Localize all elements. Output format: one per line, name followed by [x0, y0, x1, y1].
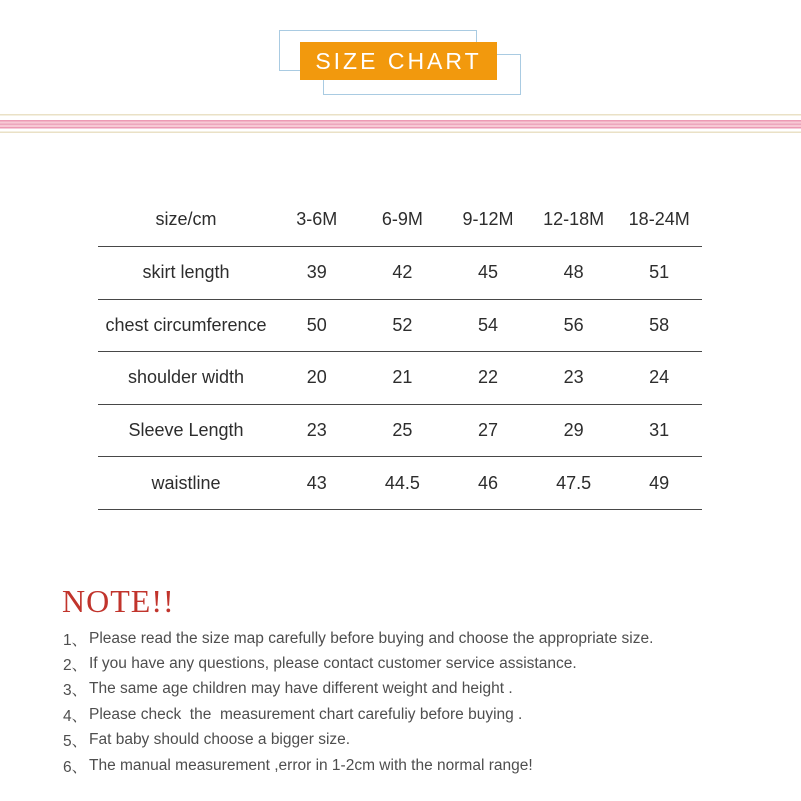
note-text: The manual measurement ,error in 1-2cm with the normal range! [89, 756, 533, 774]
table-row [98, 352, 702, 405]
row-label: chest circumference [105, 314, 267, 335]
note-item [63, 728, 763, 753]
cell-value: 22 [477, 367, 498, 388]
cell-value: 29 [563, 420, 584, 441]
size-table [98, 193, 702, 510]
cell-value: 27 [477, 420, 498, 441]
cell-value: 45 [477, 262, 498, 283]
cell-value: 48 [563, 262, 584, 283]
notes-list [63, 626, 763, 778]
cell-value: 58 [649, 314, 670, 335]
cell-value: 46 [477, 472, 498, 493]
cell-value: 43 [306, 472, 327, 493]
note-number: 2、 [63, 657, 88, 675]
note-number: 5、 [63, 733, 88, 751]
cell-value: 56 [563, 314, 584, 335]
note-text: Fat baby should choose a bigger size. [89, 731, 351, 749]
table-row [98, 247, 702, 300]
cell-value: 47.5 [556, 472, 592, 493]
cell-value: 20 [306, 367, 327, 388]
cell-value: 44.5 [384, 472, 420, 493]
note-text: Please check the measurement chart carefuliy before buying . [89, 705, 523, 723]
cell-value: 21 [392, 367, 413, 388]
note-number: 6、 [63, 758, 88, 776]
size-table-header-row [98, 193, 702, 247]
row-label: waistline [151, 472, 221, 493]
row-label: skirt length [142, 262, 230, 283]
note-text: Please read the size map carefully before buying and choose the appropriate size. [89, 629, 654, 647]
note-number: 4、 [63, 707, 88, 725]
table-row [98, 457, 702, 510]
cell-value: 50 [306, 314, 327, 335]
column-header: 12-18M [543, 209, 605, 229]
cell-value: 23 [563, 367, 584, 388]
cell-value: 39 [306, 262, 327, 283]
page-title: SIZE CHART [315, 47, 482, 74]
column-header: 3-6M [296, 209, 338, 229]
note-item [63, 753, 763, 778]
cell-value: 49 [649, 472, 670, 493]
column-header-size-cm: size/cm [155, 209, 217, 229]
cell-value: 31 [649, 420, 670, 441]
cell-value: 54 [477, 314, 498, 335]
note-text: The same age children may have different weight and height . [89, 680, 513, 698]
column-header: 18-24M [628, 209, 690, 229]
cell-value: 24 [649, 367, 670, 388]
note-item [63, 702, 763, 727]
note-number: 1、 [63, 631, 88, 649]
note-item [63, 626, 763, 651]
decorative-stripe [0, 114, 801, 133]
note-number: 3、 [63, 682, 88, 700]
table-row [98, 405, 702, 458]
column-header: 6-9M [381, 209, 423, 229]
table-row [98, 300, 702, 353]
size-table-body [98, 247, 702, 510]
note-heading: NOTE!! [62, 583, 175, 619]
row-label: shoulder width [127, 367, 245, 388]
size-chart-banner [300, 42, 497, 80]
cell-value: 51 [649, 262, 670, 283]
cell-value: 42 [392, 262, 413, 283]
column-header: 9-12M [462, 209, 514, 229]
note-text: If you have any questions, please contact customer service assistance. [89, 655, 577, 673]
cell-value: 23 [306, 420, 327, 441]
row-label: Sleeve Length [128, 420, 244, 441]
cell-value: 25 [392, 420, 413, 441]
note-item [63, 651, 763, 676]
cell-value: 52 [392, 314, 413, 335]
note-item [63, 677, 763, 702]
